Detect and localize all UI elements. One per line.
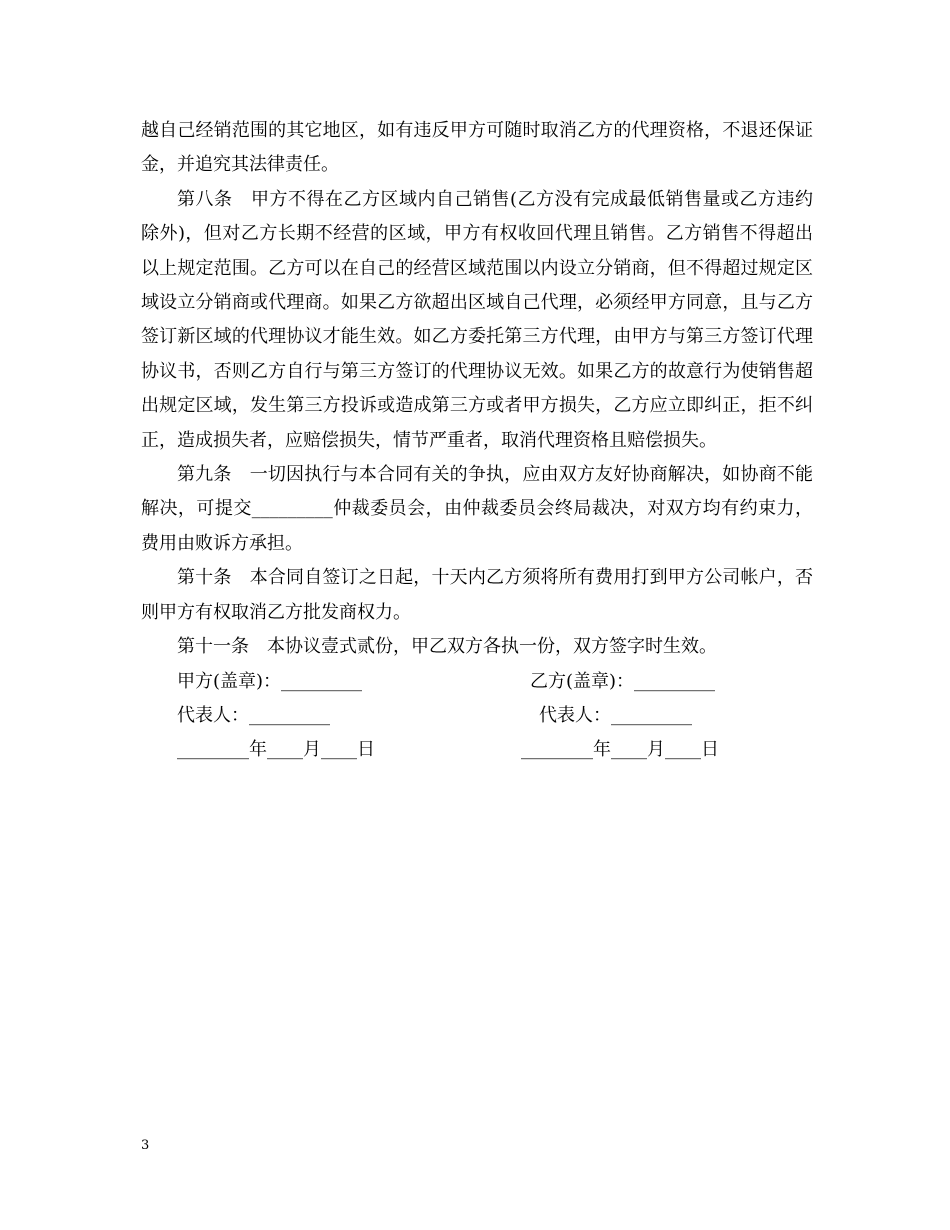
signature-row-representative (141, 699, 813, 733)
party-b-seal-line: 乙方(盖章)：_________ (530, 670, 716, 692)
party-a-representative-line: 代表人：_________ (177, 704, 330, 726)
contract-body (141, 114, 813, 768)
paragraph-article-8: 第八条 甲方不得在乙方区域内自己销售(乙方没有完成最低销售量或乙方违约除外)，但对乙方长期不经营的区域，甲方有权收回代理且销售。乙方销售不得超出以上规定范围。乙方可以在自己的经营区域范围以内设立分销商，但不得超过规定区域设立分销商或代理商。如果乙方欲超出区域自己代理，必须经甲方同意，且与乙方签订新区域的代理协议才能生效。如乙方委托第三方代理，由甲方与第三方签订代理协议书，否则乙方自行与第三方签订的代理协议无效。如果乙方的故意行为使销售超出规定区域，发生第三方投诉或造成第三方或者甲方损失，乙方应立即纠正，拒不纠正，造成损失者，应赔偿损失，情节严重者，取消代理资格且赔偿损失。 (141, 188, 813, 451)
signature-block (141, 665, 813, 768)
paragraph-article-7-continued: 越自己经销范围的其它地区，如有违反甲方可随时取消乙方的代理资格，不退还保证金，并追究其法律责任。 (141, 120, 813, 176)
paragraph-article-10: 第十条 本合同自签订之日起，十天内乙方须将所有费用打到甲方公司帐户，否则甲方有权取消乙方批发商权力。 (141, 567, 813, 623)
page-number: 3 (141, 1138, 150, 1153)
party-a-seal-line: 甲方(盖章)：_________ (177, 670, 363, 692)
party-b-date-line: ________年____月____日 (521, 739, 719, 761)
paragraph-article-9: 第九条 一切因执行与本合同有关的争执，应由双方友好协商解决，如协商不能解决，可提交_________仲裁委员会，由仲裁委员会终局裁决，对双方均有约束力，费用由败诉方承担。 (141, 464, 813, 554)
party-b-representative-line: 代表人：_________ (539, 704, 692, 726)
party-a-date-line: ________年____月____日 (177, 739, 375, 761)
paragraph-article-11: 第十一条 本协议壹式贰份，甲乙双方各执一份，双方签字时生效。 (177, 636, 717, 658)
signature-row-date (141, 733, 813, 767)
signature-row-seal (141, 665, 813, 699)
